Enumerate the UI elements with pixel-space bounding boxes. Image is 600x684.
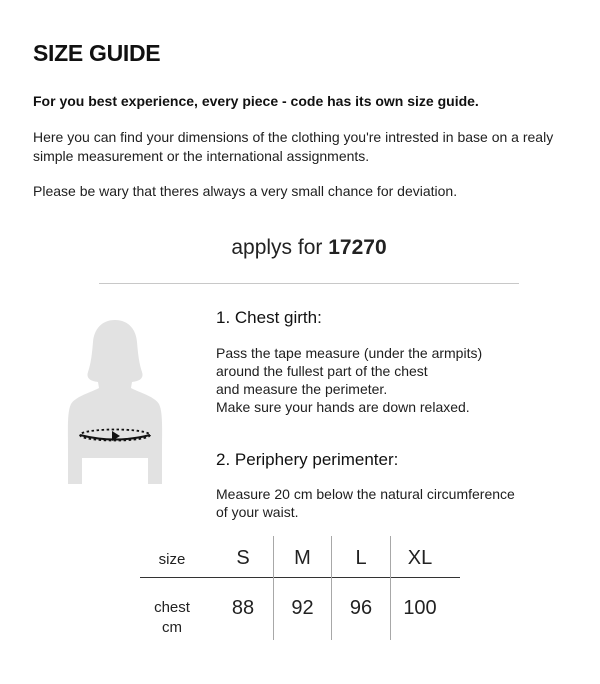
lead-text: For you best experience, every piece - code has its own size guide. bbox=[33, 93, 479, 109]
step-1-line: and measure the perimeter. bbox=[216, 381, 388, 397]
size-header-cell: L bbox=[355, 547, 367, 569]
step-2-text bbox=[216, 485, 515, 521]
product-code: 17270 bbox=[328, 236, 387, 259]
step-1-line: around the fullest part of the chest bbox=[216, 363, 428, 379]
step-1-heading: 1. Chest girth: bbox=[216, 308, 322, 327]
step-1-line: Pass the tape measure (under the armpits) bbox=[216, 345, 483, 361]
unit-label: cm bbox=[162, 619, 182, 636]
chest-label: chest bbox=[154, 599, 190, 616]
chest-row-label bbox=[140, 598, 204, 638]
applies-prefix: applys for bbox=[231, 236, 323, 259]
size-header-cell: S bbox=[236, 547, 250, 569]
chest-value-cell: 88 bbox=[231, 597, 255, 619]
step-1-text bbox=[216, 344, 482, 416]
chest-value-cell: 100 bbox=[403, 597, 437, 619]
step-1-line: Make sure your hands are down relaxed. bbox=[216, 399, 470, 415]
step-2-line: of your waist. bbox=[216, 504, 299, 520]
page-title: SIZE GUIDE bbox=[33, 40, 161, 66]
deviation-note: Please be wary that theres always a very small chance for deviation. bbox=[33, 183, 458, 199]
chest-value-cell: 96 bbox=[349, 597, 373, 619]
size-header-label: size bbox=[158, 551, 186, 568]
size-table bbox=[140, 536, 460, 640]
applies-heading bbox=[0, 236, 600, 260]
table-header-rule bbox=[140, 577, 460, 578]
size-header-cell: XL bbox=[407, 547, 433, 569]
divider bbox=[99, 283, 519, 284]
chest-value-cell: 92 bbox=[291, 597, 314, 619]
step-2-heading: 2. Periphery perimenter: bbox=[216, 450, 399, 469]
person-silhouette-icon bbox=[60, 318, 170, 490]
size-header-cell: M bbox=[294, 547, 311, 569]
step-2-line: Measure 20 cm below the natural circumference bbox=[216, 486, 515, 502]
intro-paragraph: Here you can find your dimensions of the clothing you're intrested in base on a realy simple measurement or the international assignments. bbox=[33, 129, 554, 164]
body-shape bbox=[68, 320, 162, 484]
